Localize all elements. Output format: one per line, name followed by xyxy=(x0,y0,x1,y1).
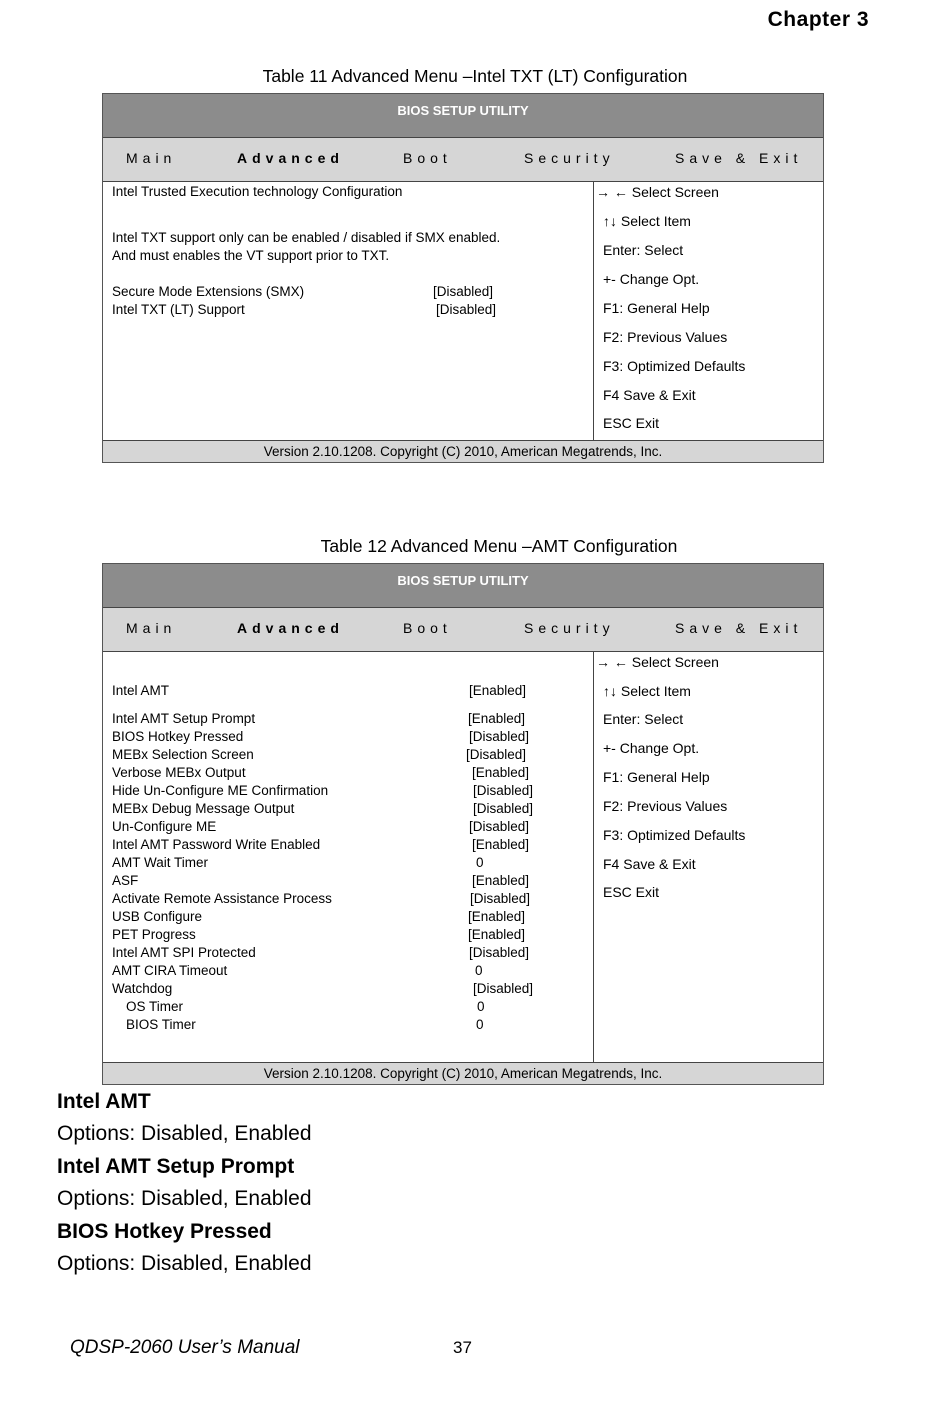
menu-main[interactable]: Main xyxy=(126,150,177,166)
setting-label-smx[interactable]: Secure Mode Extensions (SMX) xyxy=(112,284,305,299)
setting-label-txt[interactable]: Intel TXT (LT) Support xyxy=(112,302,245,317)
menu-save-exit[interactable]: Save & Exit xyxy=(675,620,803,636)
setting-label[interactable]: Verbose MEBx Output xyxy=(112,765,246,780)
help-f2: F2: Previous Values xyxy=(603,329,728,345)
setting-label[interactable]: ASF xyxy=(112,873,139,888)
setting-value[interactable]: [Disabled] xyxy=(473,801,534,816)
description-heading: Intel AMT Setup Prompt xyxy=(57,1155,295,1178)
setting-value[interactable]: [Disabled] xyxy=(466,747,527,762)
help-f4: F4 Save & Exit xyxy=(603,387,696,403)
description-heading: BIOS Hotkey Pressed xyxy=(57,1220,272,1243)
help-esc: ESC Exit xyxy=(603,415,660,431)
setting-value[interactable]: [Disabled] xyxy=(469,729,530,744)
menu-security[interactable]: Security xyxy=(524,150,615,166)
info-text: Intel TXT support only can be enabled / disabled if SMX enabled. xyxy=(112,230,501,245)
setting-label[interactable]: BIOS Timer xyxy=(126,1017,196,1032)
bios-body xyxy=(103,652,823,1062)
bios-header: BIOS SETUP UTILITY xyxy=(103,564,823,608)
help-f1: F1: General Help xyxy=(603,769,710,785)
help-enter: Enter: Select xyxy=(603,242,684,258)
setting-label[interactable]: Intel AMT SPI Protected xyxy=(112,945,256,960)
setting-value[interactable]: [Enabled] xyxy=(468,927,526,942)
setting-label[interactable]: OS Timer xyxy=(126,999,184,1014)
setting-value[interactable]: [Enabled] xyxy=(469,683,527,698)
bios-help-panel xyxy=(594,652,823,1062)
setting-label[interactable]: Intel AMT Setup Prompt xyxy=(112,711,256,726)
section-title: Intel Trusted Execution technology Configuration xyxy=(112,184,403,199)
setting-value[interactable]: 0 xyxy=(476,855,484,870)
setting-label[interactable]: PET Progress xyxy=(112,927,196,942)
menu-advanced[interactable]: Advanced xyxy=(237,150,344,166)
setting-value[interactable]: [Disabled] xyxy=(473,783,534,798)
manual-title: QDSP-2060 User’s Manual xyxy=(70,1337,300,1358)
setting-value[interactable]: [Enabled] xyxy=(468,711,526,726)
table-12-caption: Table 12 Advanced Menu –AMT Configuration xyxy=(320,536,678,556)
description-options: Options: Disabled, Enabled xyxy=(57,1187,312,1210)
setting-label[interactable]: Un-Configure ME xyxy=(112,819,217,834)
bios-menu-bar xyxy=(103,138,823,182)
menu-security[interactable]: Security xyxy=(524,620,615,636)
bios-table-12 xyxy=(102,563,824,1085)
menu-boot[interactable]: Boot xyxy=(403,150,452,166)
setting-label[interactable]: BIOS Hotkey Pressed xyxy=(112,729,244,744)
menu-boot[interactable]: Boot xyxy=(403,620,452,636)
help-esc: ESC Exit xyxy=(603,884,660,900)
help-f4: F4 Save & Exit xyxy=(603,856,696,872)
bios-footer: Version 2.10.1208. Copyright (C) 2010, American Megatrends, Inc. xyxy=(103,1062,823,1084)
setting-value[interactable]: [Disabled] xyxy=(470,891,531,906)
help-f3: F3: Optimized Defaults xyxy=(603,358,746,374)
setting-value[interactable]: [Enabled] xyxy=(472,873,530,888)
help-change-opt: +- Change Opt. xyxy=(603,740,700,756)
menu-save-exit[interactable]: Save & Exit xyxy=(675,150,803,166)
table-11-caption: Table 11 Advanced Menu –Intel TXT (LT) Configuration xyxy=(262,66,688,86)
setting-value[interactable]: 0 xyxy=(477,999,485,1014)
setting-label[interactable]: Intel AMT Password Write Enabled xyxy=(112,837,321,852)
chapter-heading: Chapter 3 xyxy=(767,8,869,31)
menu-advanced[interactable]: Advanced xyxy=(237,620,344,636)
setting-value[interactable]: [Disabled] xyxy=(469,819,530,834)
setting-label[interactable]: Watchdog xyxy=(112,981,173,996)
info-text: And must enables the VT support prior to TXT. xyxy=(112,248,390,263)
setting-label[interactable]: AMT CIRA Timeout xyxy=(112,963,228,978)
setting-label[interactable]: MEBx Debug Message Output xyxy=(112,801,295,816)
setting-value-txt[interactable]: [Disabled] xyxy=(436,302,497,317)
setting-value[interactable]: [Enabled] xyxy=(472,837,530,852)
setting-value[interactable]: [Disabled] xyxy=(469,945,530,960)
setting-value[interactable]: [Disabled] xyxy=(473,981,534,996)
bios-help-panel xyxy=(594,182,823,440)
page-number: 37 xyxy=(453,1338,472,1357)
bios-body xyxy=(103,182,823,440)
setting-value-smx[interactable]: [Disabled] xyxy=(433,284,494,299)
help-enter: Enter: Select xyxy=(603,711,684,727)
setting-label[interactable]: Activate Remote Assistance Process xyxy=(112,891,332,906)
bios-footer: Version 2.10.1208. Copyright (C) 2010, American Megatrends, Inc. xyxy=(103,440,823,462)
description-options: Options: Disabled, Enabled xyxy=(57,1122,312,1145)
setting-label[interactable]: Intel AMT xyxy=(112,683,170,698)
setting-value[interactable]: 0 xyxy=(476,1017,484,1032)
help-change-opt: +- Change Opt. xyxy=(603,271,700,287)
help-select-screen: → ← Select Screen xyxy=(596,654,719,670)
help-f3: F3: Optimized Defaults xyxy=(603,827,746,843)
setting-label[interactable]: AMT Wait Timer xyxy=(112,855,209,870)
help-f2: F2: Previous Values xyxy=(603,798,728,814)
bios-header: BIOS SETUP UTILITY xyxy=(103,94,823,138)
menu-main[interactable]: Main xyxy=(126,620,177,636)
description-heading: Intel AMT xyxy=(57,1090,151,1113)
setting-value[interactable]: [Enabled] xyxy=(472,765,530,780)
help-select-screen: → ← Select Screen xyxy=(596,184,719,200)
setting-value[interactable]: [Enabled] xyxy=(468,909,526,924)
bios-table-11 xyxy=(102,93,824,463)
help-f1: F1: General Help xyxy=(603,300,710,316)
help-select-item: ↑↓ Select Item xyxy=(603,213,691,229)
setting-label[interactable]: MEBx Selection Screen xyxy=(112,747,254,762)
bios-settings-panel xyxy=(103,182,594,440)
description-options: Options: Disabled, Enabled xyxy=(57,1252,312,1275)
setting-label[interactable]: Hide Un-Configure ME Confirmation xyxy=(112,783,329,798)
bios-menu-bar xyxy=(103,608,823,652)
help-select-item: ↑↓ Select Item xyxy=(603,683,691,699)
setting-label[interactable]: USB Configure xyxy=(112,909,203,924)
bios-settings-panel xyxy=(103,652,594,1062)
setting-value[interactable]: 0 xyxy=(475,963,483,978)
